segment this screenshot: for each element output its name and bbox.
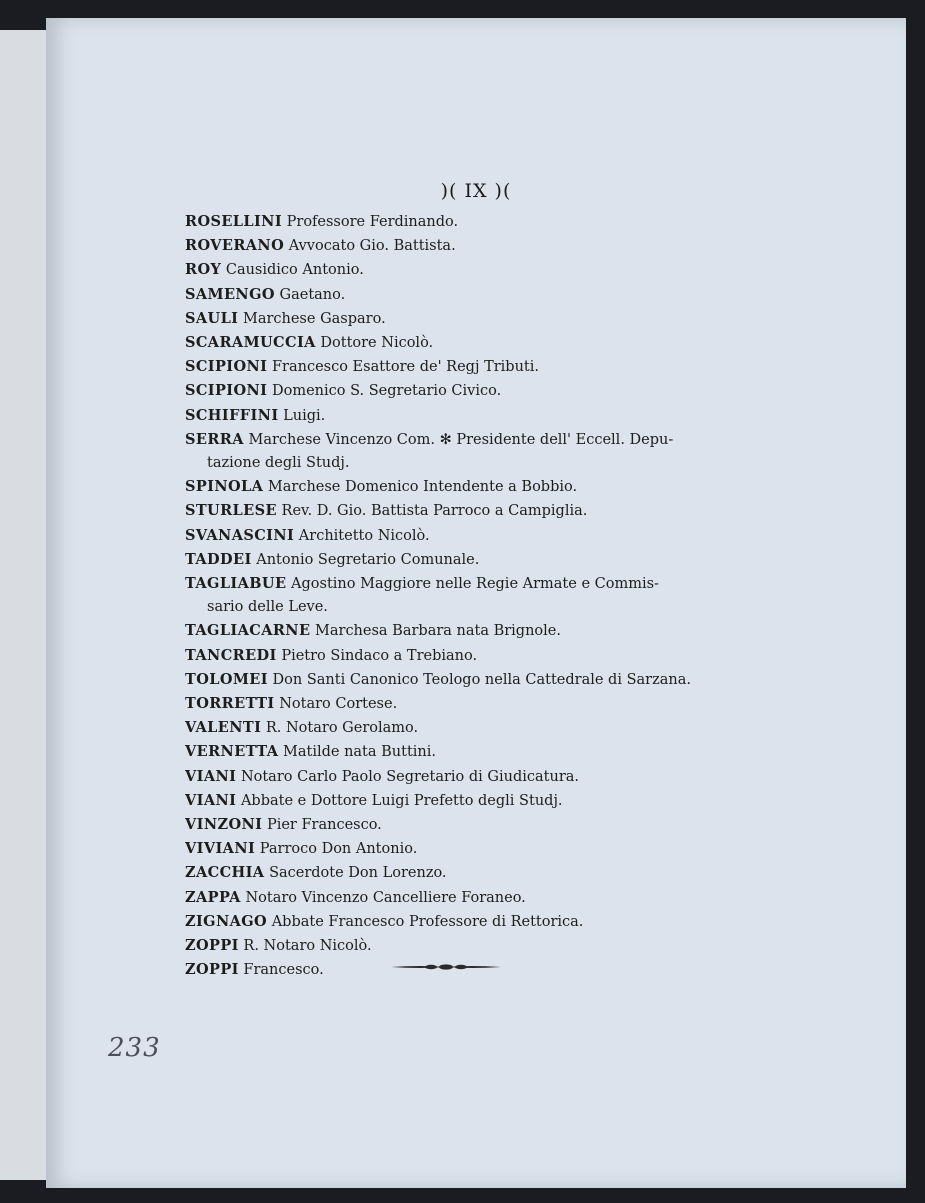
- facing-page-edge: [0, 30, 48, 1180]
- ornament-divider: [391, 964, 501, 970]
- list-item: [185, 258, 745, 282]
- list-item: [185, 716, 745, 740]
- entry-surname: SCHIFFINI: [185, 406, 279, 424]
- entry-surname: SCIPIONI: [185, 382, 268, 400]
- entry-surname: VALENTI: [185, 719, 262, 737]
- entry-surname: ZOPPI: [185, 937, 239, 955]
- entry-surname: SERRA: [185, 430, 244, 448]
- entry-surname: VIANI: [185, 767, 237, 785]
- list-item: [185, 524, 745, 548]
- entry-surname: ROVERANO: [185, 237, 285, 255]
- entry-surname: SAULI: [185, 309, 239, 327]
- list-item: [185, 355, 745, 379]
- list-item: [185, 886, 745, 910]
- list-item: [185, 765, 745, 789]
- entry-details: Pietro Sindaco a Trebiano.: [281, 647, 478, 664]
- entry-surname: ZAPPA: [185, 888, 241, 906]
- entry-details: Professore Ferdinando.: [286, 214, 459, 230]
- list-item: [185, 499, 745, 523]
- subscriber-list: [185, 210, 745, 983]
- entry-details: Francesco.: [243, 962, 324, 979]
- list-item: [185, 813, 745, 837]
- entry-details: Marchese Gasparo.: [242, 310, 386, 327]
- list-item: [185, 331, 745, 355]
- list-item: [185, 210, 745, 234]
- entry-details: Sacerdote Don Lorenzo.: [269, 865, 447, 882]
- entry-details: Agostino Maggiore nelle Regie Armate e Commis-: [291, 576, 659, 593]
- book-page: [46, 18, 906, 1188]
- entry-details: Francesco Esattore de' Regj Tributi.: [271, 359, 540, 376]
- list-item: [185, 789, 745, 813]
- entry-details: Architetto Nicolò.: [298, 527, 430, 544]
- entry-details: Abbate e Dottore Luigi Prefetto degli Studj.: [240, 792, 563, 809]
- list-item: [185, 379, 745, 403]
- entry-surname: VINZONI: [185, 816, 263, 834]
- entry-surname: VERNETTA: [185, 743, 279, 761]
- list-item: [185, 837, 745, 861]
- list-item: [185, 958, 745, 982]
- entry-surname: TADDEI: [185, 550, 252, 568]
- list-item: [185, 596, 745, 619]
- entry-details: Antonio Segretario Comunale.: [256, 551, 480, 568]
- entry-details: Marchese Domenico Intendente a Bobbio.: [267, 479, 578, 496]
- entry-surname: SCARAMUCCIA: [185, 334, 316, 352]
- entry-details: Dottore Nicolò.: [320, 335, 434, 352]
- list-item: [185, 283, 745, 307]
- entry-surname: TORRETTI: [185, 695, 275, 713]
- entry-details: Abbate Francesco Professore di Rettorica.: [271, 913, 584, 930]
- entry-surname: VIVIANI: [185, 840, 256, 858]
- entry-details: R. Notaro Gerolamo.: [265, 720, 419, 737]
- entry-details: Matilde nata Buttini.: [283, 744, 437, 761]
- page-number-header: )( IX )(: [440, 180, 512, 202]
- entry-surname: SVANASCINI: [185, 526, 295, 544]
- entry-details: Pier Francesco.: [266, 817, 382, 834]
- list-item: [185, 404, 745, 428]
- entry-surname: SCIPIONI: [185, 358, 268, 376]
- entry-surname: ROSELLINI: [185, 213, 283, 230]
- entry-details: Causidico Antonio.: [225, 262, 364, 279]
- entry-surname: TANCREDI: [185, 646, 277, 664]
- entry-details: Notaro Vincenzo Cancelliere Foraneo.: [245, 889, 526, 906]
- list-item: [185, 619, 745, 643]
- entry-details: tazione degli Studj.: [207, 455, 350, 472]
- entry-surname: SAMENGO: [185, 285, 275, 303]
- entry-surname: TAGLIABUE: [185, 575, 287, 593]
- list-item: [185, 910, 745, 934]
- list-item: [185, 452, 745, 475]
- list-item: [185, 934, 745, 958]
- entry-details: Don Santi Canonico Teologo nella Cattedrale di Sarzana.: [272, 671, 691, 688]
- list-item: [185, 668, 745, 692]
- entry-details: Luigi.: [283, 407, 326, 424]
- list-item: [185, 861, 745, 885]
- entry-surname: ZOPPI: [185, 961, 239, 979]
- entry-surname: ROY: [185, 261, 222, 279]
- entry-details: Domenico S. Segretario Civico.: [271, 383, 502, 400]
- entry-details: R. Notaro Nicolò.: [243, 938, 372, 955]
- list-item: [185, 572, 745, 596]
- entry-details: Marchesa Barbara nata Brignole.: [315, 623, 561, 640]
- entry-details: Gaetano.: [279, 286, 346, 303]
- list-item: [185, 548, 745, 572]
- handwritten-folio-number: 233: [108, 1033, 161, 1063]
- list-item: [185, 234, 745, 258]
- entry-surname: VIANI: [185, 791, 237, 809]
- entry-surname: TOLOMEI: [185, 670, 268, 688]
- entry-details: Notaro Carlo Paolo Segretario di Giudicatura.: [240, 768, 580, 785]
- entry-details: Avvocato Gio. Battista.: [288, 238, 456, 255]
- entry-details: sario delle Leve.: [207, 599, 328, 616]
- list-item: [185, 740, 745, 764]
- entry-surname: TAGLIACARNE: [185, 622, 311, 640]
- entry-surname: SPINOLA: [185, 478, 264, 496]
- list-item: [185, 692, 745, 716]
- list-item: [185, 644, 745, 668]
- entry-details: Notaro Cortese.: [279, 696, 398, 713]
- entry-surname: STURLESE: [185, 502, 277, 520]
- list-item: [185, 307, 745, 331]
- list-item: [185, 428, 745, 452]
- entry-details: Rev. D. Gio. Battista Parroco a Campiglia.: [281, 503, 588, 520]
- entry-surname: ZACCHIA: [185, 864, 265, 882]
- entry-details: Parroco Don Antonio.: [259, 841, 418, 858]
- list-item: [185, 475, 745, 499]
- entry-details: Marchese Vincenzo Com. ✻ Presidente dell' Eccell. Depu-: [248, 431, 674, 448]
- entry-surname: ZIGNAGO: [185, 912, 268, 930]
